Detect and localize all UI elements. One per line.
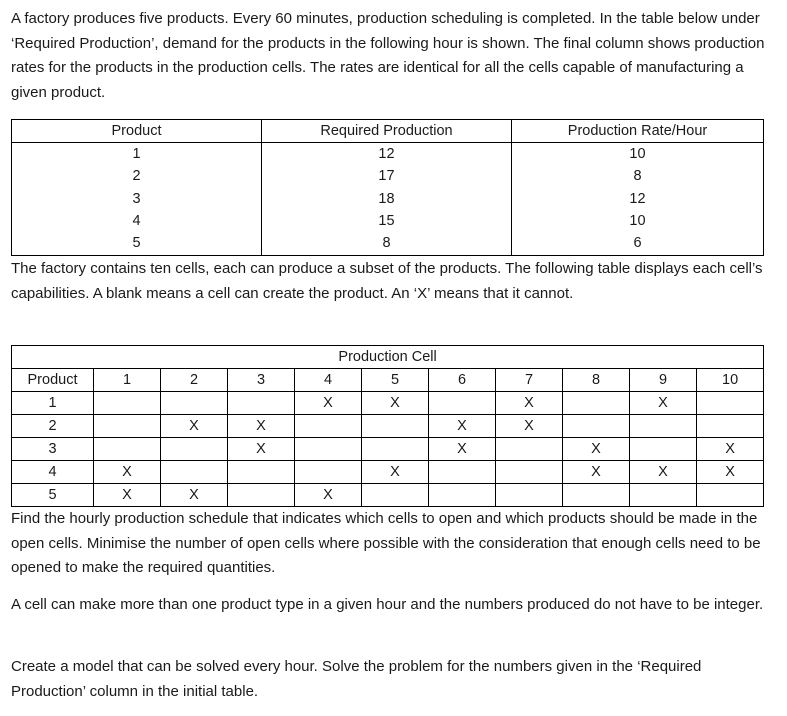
product-cell: 5: [12, 232, 262, 255]
capability-mark: [563, 484, 630, 507]
table-row: [12, 438, 764, 461]
capability-mark: X: [295, 392, 362, 415]
rate-cell: 10: [512, 143, 764, 166]
cell-header: 8: [563, 369, 630, 392]
cell-header: 6: [429, 369, 496, 392]
capability-mark: [630, 415, 697, 438]
product-cell: 5: [12, 484, 94, 507]
capability-mark: [94, 415, 161, 438]
capability-mark: [496, 484, 563, 507]
capability-mark: [429, 461, 496, 484]
capability-mark: X: [697, 438, 764, 461]
capability-mark: [429, 392, 496, 415]
capability-mark: [362, 438, 429, 461]
capability-mark: X: [161, 484, 228, 507]
table-row: [12, 143, 764, 166]
intro-paragraph: A factory produces five products. Every 60 minutes, production scheduling is completed. In the table below under ‘Required Production’, demand for the products in the following hour is shown. The final column shows production rates for the products in the production cells. The rates are identical for all the cells capable of manufacturing a given product.: [11, 10, 765, 101]
required-cell: 18: [262, 188, 512, 210]
capability-mark: X: [429, 438, 496, 461]
requirements-table: [11, 119, 764, 256]
capability-mark: [496, 438, 563, 461]
required-cell: 17: [262, 166, 512, 188]
capability-mark: X: [496, 415, 563, 438]
product-cell: 1: [12, 143, 262, 166]
capability-mark: [228, 392, 295, 415]
capability-mark: [295, 461, 362, 484]
cell-header: 9: [630, 369, 697, 392]
product-cell: 1: [12, 392, 94, 415]
cell-header: 1: [94, 369, 161, 392]
capability-mark: X: [228, 438, 295, 461]
capability-mark: X: [362, 461, 429, 484]
capability-mark: X: [295, 484, 362, 507]
header-production-rate: Production Rate/Hour: [512, 120, 764, 143]
product-cell: 3: [12, 188, 262, 210]
cell-header: 5: [362, 369, 429, 392]
cells-paragraph: The factory contains ten cells, each can produce a subset of the products. The following table displays each cell’s capabilities. A blank means a cell can create the product. An ‘X’ means that it cannot.: [11, 260, 763, 302]
cell-header: 2: [161, 369, 228, 392]
cell-header: 3: [228, 369, 295, 392]
model-paragraph: Create a model that can be solved every hour. Solve the problem for the numbers given in the ‘Required Production’ column in the initial table.: [11, 658, 702, 700]
capability-mark: [94, 438, 161, 461]
capability-mark: [496, 461, 563, 484]
capability-mark: [563, 392, 630, 415]
rate-cell: 8: [512, 166, 764, 188]
capability-mark: [161, 461, 228, 484]
product-cell: 4: [12, 210, 262, 232]
table-row: [12, 392, 764, 415]
task-paragraph: Find the hourly production schedule that indicates which cells to open and which products should be made in the open cells. Minimise the number of open cells where possible with the consideration that enough cells need to be opened to make the required quantities.: [11, 510, 761, 576]
capability-mark: X: [630, 461, 697, 484]
capability-mark: X: [228, 415, 295, 438]
capability-mark: X: [161, 415, 228, 438]
cell-header: 7: [496, 369, 563, 392]
capability-mark: X: [496, 392, 563, 415]
header-required-production: Required Production: [262, 120, 512, 143]
capability-mark: X: [697, 461, 764, 484]
capability-mark: [429, 484, 496, 507]
note-paragraph: A cell can make more than one product type in a given hour and the numbers produced do not have to be integer.: [11, 596, 764, 613]
header-product: Product: [12, 120, 262, 143]
capability-mark: X: [630, 392, 697, 415]
capability-mark: [295, 415, 362, 438]
product-cell: 4: [12, 461, 94, 484]
product-cell: 3: [12, 438, 94, 461]
capability-mark: X: [94, 461, 161, 484]
table-row: [12, 415, 764, 438]
table-header-row: [12, 369, 764, 392]
capability-mark: [630, 484, 697, 507]
capability-mark: [161, 392, 228, 415]
capability-mark: [563, 415, 630, 438]
rate-cell: 10: [512, 210, 764, 232]
capability-mark: [697, 415, 764, 438]
rate-cell: 6: [512, 232, 764, 255]
product-cell: 2: [12, 166, 262, 188]
table-header-row: [12, 120, 764, 143]
capability-mark: [362, 484, 429, 507]
table-row: [12, 484, 764, 507]
table-title-row: [12, 346, 764, 369]
required-cell: 12: [262, 143, 512, 166]
table-row: [12, 210, 764, 232]
capability-mark: [362, 415, 429, 438]
table-row: [12, 232, 764, 255]
capability-mark: [161, 438, 228, 461]
capability-mark: X: [563, 461, 630, 484]
capability-mark: [228, 484, 295, 507]
required-cell: 8: [262, 232, 512, 255]
capability-mark: [94, 392, 161, 415]
product-cell: 2: [12, 415, 94, 438]
capability-mark: X: [362, 392, 429, 415]
table-row: [12, 461, 764, 484]
production-cell-title: Production Cell: [12, 346, 764, 369]
required-cell: 15: [262, 210, 512, 232]
capability-mark: [697, 484, 764, 507]
capability-mark: [697, 392, 764, 415]
capability-mark: [630, 438, 697, 461]
capability-mark: [295, 438, 362, 461]
capability-table: [11, 345, 764, 507]
capability-mark: X: [429, 415, 496, 438]
table-row: [12, 166, 764, 188]
rate-cell: 12: [512, 188, 764, 210]
header-product: Product: [12, 369, 94, 392]
capability-mark: X: [563, 438, 630, 461]
table-row: [12, 188, 764, 210]
cell-header: 10: [697, 369, 764, 392]
capability-mark: [228, 461, 295, 484]
cell-header: 4: [295, 369, 362, 392]
capability-mark: X: [94, 484, 161, 507]
